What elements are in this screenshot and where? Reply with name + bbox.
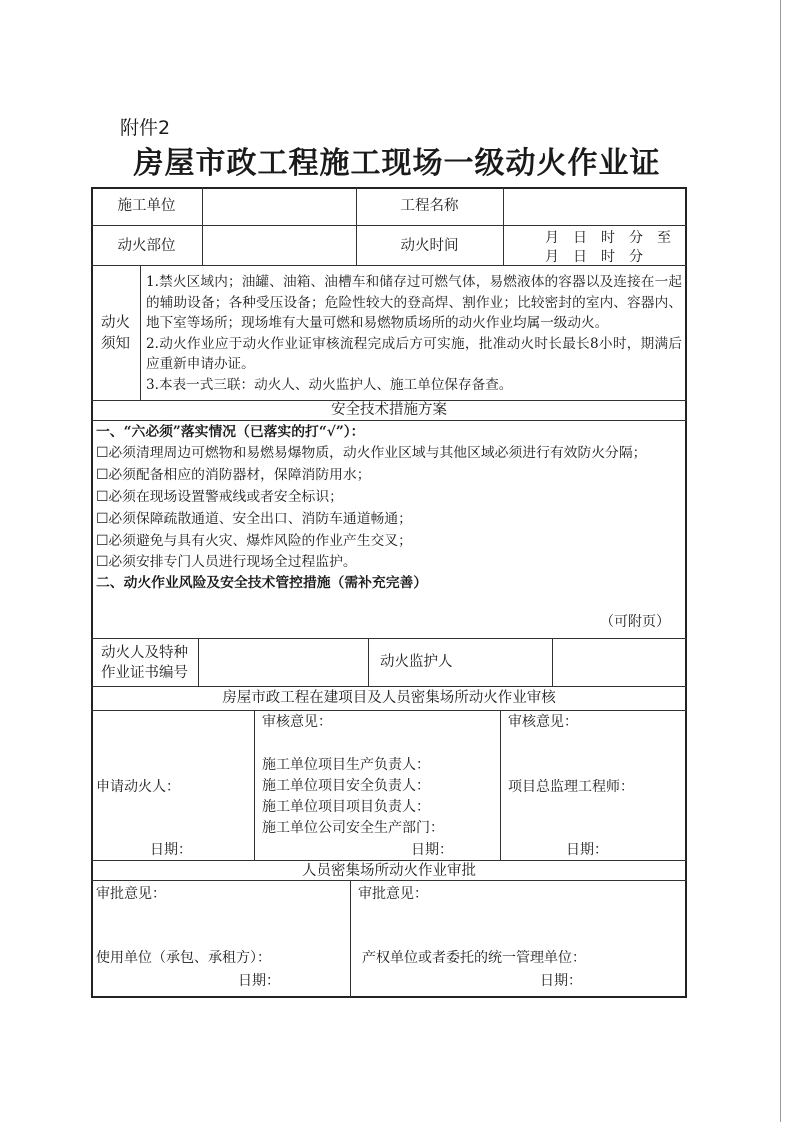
applicant-date-label: 日期： xyxy=(150,842,192,858)
supervisor-date-label: 日期： xyxy=(566,842,608,858)
notice-label: 须知 xyxy=(101,336,130,352)
guardian-label: 动火监护人 xyxy=(380,654,453,670)
row-divider xyxy=(91,638,687,639)
scan-edge-line xyxy=(780,0,781,1122)
signatory-line: 施工单位项目安全负责人： xyxy=(262,778,430,794)
signatory-line: 施工单位项目生产负责人： xyxy=(262,757,430,773)
notice-item: 1.禁火区域内；油罐、油箱、油槽车和储存过可燃气体，易燃液体的容器以及连接在一起的辅助设备；各种受压设备；危险性较大的登高焊、割作业；比较密封的室内、容器内、地下室等场所；现场堆有大量可燃和易燃物质场所的动火作业均属一级动火。 xyxy=(146,274,682,332)
row-divider xyxy=(91,420,687,421)
signatory-line: 施工单位项目项目负责人： xyxy=(262,799,430,815)
row-divider xyxy=(91,225,687,226)
checklist-item[interactable]: ☐必须避免与具有火灾、爆炸风险的作业产生交叉； xyxy=(96,533,412,549)
owner-unit-label: 产权单位或者委托的统一管理单位： xyxy=(362,950,586,966)
checklist-item[interactable]: ☐必须配备相应的消防器材，保障消防用水； xyxy=(96,467,371,483)
checklist-item[interactable]: ☐必须在现场设置警戒线或者安全标识； xyxy=(96,489,343,505)
construction-unit-label: 施工单位 xyxy=(117,198,176,214)
approval-opinion-label: 审批意见： xyxy=(358,886,428,902)
column-divider xyxy=(202,187,203,265)
supervisor-opinion-label: 审核意见： xyxy=(508,714,578,730)
column-divider xyxy=(552,638,553,686)
column-divider xyxy=(140,265,141,400)
row-divider xyxy=(91,710,687,711)
column-divider xyxy=(503,187,504,265)
safety-section-title: 安全技术措施方案 xyxy=(331,402,447,418)
row-divider xyxy=(91,686,687,687)
column-divider xyxy=(368,638,369,686)
review-section-title: 房屋市政工程在建项目及人员密集场所动火作业审核 xyxy=(222,690,556,706)
column-divider xyxy=(500,710,501,860)
column-divider xyxy=(198,638,199,686)
review-date-label: 日期： xyxy=(411,842,453,858)
checklist-item[interactable]: ☐必须安排专门人员进行现场全过程监护。 xyxy=(96,554,357,570)
project-name-label: 工程名称 xyxy=(400,198,459,214)
fire-time-end[interactable]: 月 日 时 分 xyxy=(545,249,643,265)
notice-item: 3.本表一式三联：动火人、动火监护人、施工单位保存备查。 xyxy=(146,376,513,393)
review-opinion-label: 审核意见： xyxy=(262,714,332,730)
attachment-label: 附件2 xyxy=(120,117,171,139)
risk-control-title: 二、动火作业风险及安全技术管控措施（需补充完善） xyxy=(96,575,428,591)
operator-label: 动火人及特种 xyxy=(101,645,188,661)
notice-item: 2.动火作业应于动火作业证审核流程完成后方可实施，批准动火时长最长8小时，期满后应重新申请办证。 xyxy=(146,335,682,373)
fire-time-start[interactable]: 月 日 时 分 至 xyxy=(545,230,671,246)
approval-section-title: 人员密集场所动火作业审批 xyxy=(302,863,476,879)
six-musts-title: 一、“六必须”落实情况（已落实的打“√”）： xyxy=(96,424,365,440)
notice-label: 动火 xyxy=(101,315,130,331)
column-divider xyxy=(350,880,351,998)
user-unit-date-label: 日期： xyxy=(238,973,280,989)
operator-label: 作业证书编号 xyxy=(101,665,188,681)
approval-opinion-label: 审批意见： xyxy=(96,886,166,902)
supervisor-label: 项目总监理工程师： xyxy=(508,779,634,795)
applicant-label: 申请动火人： xyxy=(96,779,180,795)
notice-text xyxy=(146,272,682,396)
checklist-item[interactable]: ☐必须清理周边可燃物和易燃易爆物质，动火作业区域与其他区域必须进行有效防火分隔； xyxy=(96,445,647,461)
attach-note: （可附页） xyxy=(600,614,670,630)
fire-location-label: 动火部位 xyxy=(117,238,176,254)
page-title: 房屋市政工程施工现场一级动火作业证 xyxy=(133,146,661,181)
column-divider xyxy=(254,710,255,860)
signatory-line: 施工单位公司安全生产部门： xyxy=(262,820,444,836)
checklist-item[interactable]: ☐必须保障疏散通道、安全出口、消防车通道畅通； xyxy=(96,511,412,527)
fire-time-label: 动火时间 xyxy=(400,238,459,254)
user-unit-label: 使用单位（承包、承租方）： xyxy=(96,950,271,966)
owner-unit-date-label: 日期： xyxy=(540,973,582,989)
